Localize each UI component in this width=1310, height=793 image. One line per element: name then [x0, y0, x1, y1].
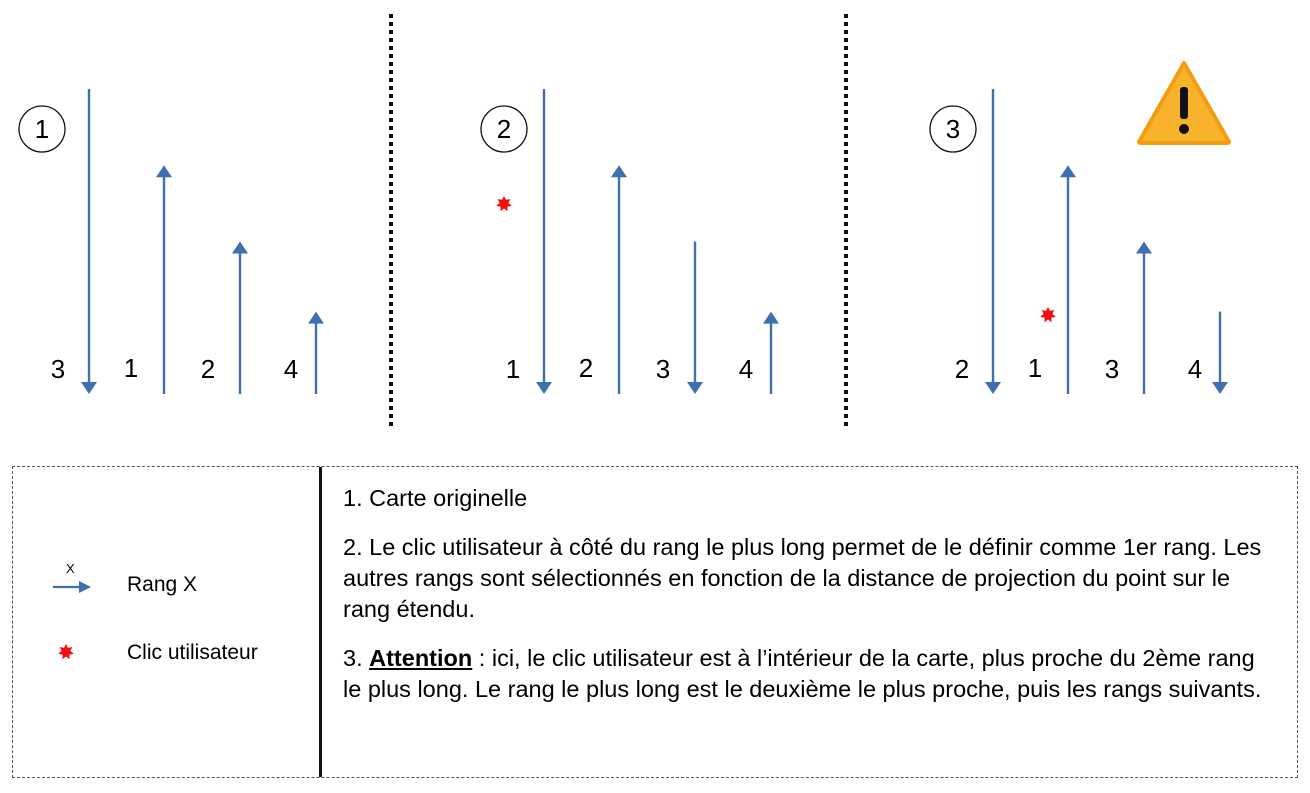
legend-divider [319, 467, 322, 777]
legend-arrow-label: Rang X [127, 573, 198, 596]
panel-3-rank-4-arrowhead [1212, 382, 1228, 394]
panel-3-rank-2-arrowhead [985, 382, 1001, 394]
panel-2-rank-label: 2 [578, 353, 594, 383]
panel-3-rank-label: 1 [1027, 353, 1043, 383]
panel-1-rank-2-arrowhead [232, 242, 248, 254]
panel-1-rank-3-arrowhead [81, 382, 97, 394]
note-item-3-warning: Attention [369, 645, 473, 671]
legend-arrow-icon [51, 575, 95, 599]
note-item-2: 2. Le clic utilisateur à côté du rang le plus long permet de le définir comme 1er rang. Les autres rangs sont sélectionnés en fonction de la distance de projection du point sur le rang étendu. [343, 534, 1262, 622]
panel-2-rank-label: 3 [655, 354, 671, 384]
warning-icon-bar [1180, 87, 1188, 119]
legend-box [12, 466, 1298, 778]
note-item-3-prefix: 3. [343, 645, 370, 671]
legend-arrow-symbol: X [66, 561, 75, 576]
panel-2-rank-3-arrowhead [687, 382, 703, 394]
panel-2-user-click-icon [496, 196, 512, 211]
panel-2-rank-label: 1 [505, 354, 521, 384]
panel-3-number: 3 [945, 114, 961, 144]
note-item-3-rest: : ici, le clic utilisateur est à l’intérieur de la carte, plus proche du 2ème rang le plus long. Le rang le plus long est le deuxième le plus proche, puis les rangs suivants. [343, 645, 1262, 702]
note-item-1: 1. Carte originelle [343, 485, 528, 511]
warning-icon-dot [1179, 124, 1189, 134]
panel-2-rank-4-arrowhead [763, 312, 779, 324]
panel-3-rank-1-arrowhead [1060, 165, 1076, 177]
notes [343, 483, 1278, 723]
panel-3-rank-label: 3 [1104, 354, 1120, 384]
note-item-3 [343, 643, 1278, 705]
legend-key [13, 467, 319, 777]
panel-1-rank-label: 4 [283, 354, 299, 384]
panel-3-rank-label: 2 [954, 354, 970, 384]
panel-3-rank-label: 4 [1187, 354, 1203, 384]
panel-2-rank-label: 4 [738, 354, 754, 384]
panel-1-rank-label: 3 [50, 354, 66, 384]
legend-click-icon [57, 643, 75, 661]
panel-2-number: 2 [496, 114, 512, 144]
panel-1-rank-label: 2 [200, 354, 216, 384]
panel-1-number: 1 [34, 114, 50, 144]
panel-1-rank-1-arrowhead [156, 165, 172, 177]
panel-2-rank-1-arrowhead [536, 382, 552, 394]
panel-2-rank-2-arrowhead [611, 165, 627, 177]
panel-3-rank-3-arrowhead [1136, 242, 1152, 254]
legend-click-label: Clic utilisateur [127, 641, 258, 664]
panel-1-rank-4-arrowhead [308, 312, 324, 324]
panel-3-user-click-icon [1040, 307, 1056, 322]
panel-1-rank-label: 1 [123, 353, 139, 383]
